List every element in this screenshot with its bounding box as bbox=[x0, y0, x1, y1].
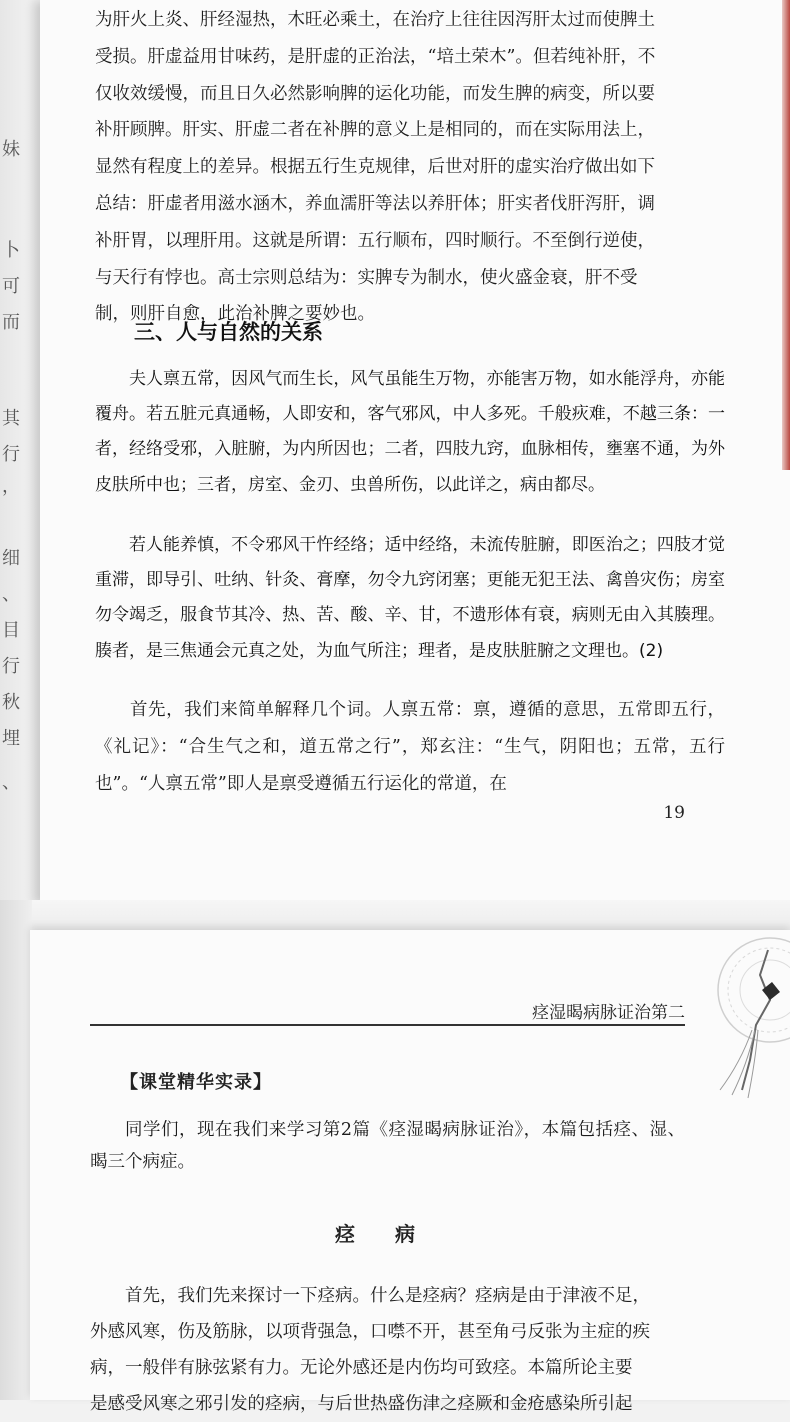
margin-char: 埋 bbox=[2, 728, 20, 749]
ornament-tassel-icon bbox=[690, 930, 790, 1100]
margin-char: 目 bbox=[2, 620, 20, 641]
text-line: 补肝胃，以理肝用。这就是所谓：五行顺布，四时顺行。不至倒行逆使， bbox=[95, 230, 655, 251]
text-line: 病，一般伴有脉弦紧有力。无论外感还是内伤均可致痉。本篇所论主要 bbox=[90, 1358, 633, 1378]
text-line: 仅收效缓慢，而且日久必然影响脾的运化功能，而发生脾的病变，所以要 bbox=[95, 83, 655, 104]
text-line: 首先，我们先来探讨一下痉病。什么是痉病？痉病是由于津液不足， bbox=[125, 1286, 650, 1306]
disease-title: 痉病 bbox=[335, 1222, 455, 1246]
text-line: 外感风寒，伤及筋脉，以项背强急，口噤不开，甚至角弓反张为主症的疾 bbox=[90, 1322, 650, 1342]
header-rule bbox=[90, 1024, 685, 1026]
text-line: 为肝火上炎、肝经湿热，木旺必乘土，在治疗上往往因泻肝太过而使脾土 bbox=[95, 10, 655, 30]
section-badge: 【课堂精华实录】 bbox=[120, 1072, 272, 1093]
explanation-paragraph: 首先，我们来简单解释几个词。人禀五常：禀，遵循的意思，五常即五行，《礼记》：“合生气之和，道五常之行”，郑玄注：“生气，阴阳也；五常，五行也”。“人禀五常”即人是禀受遵循五行运化的常道，在 bbox=[95, 700, 725, 794]
margin-char: 行 bbox=[2, 656, 20, 677]
book-page-19 bbox=[40, 0, 790, 905]
text-line: 总结：肝虚者用滋水涵木，养血濡肝等法以养肝体；肝实者伐肝泻肝，调 bbox=[95, 193, 655, 214]
paragraph-liver-spleen bbox=[95, 2, 725, 333]
text-line: 与天行有悖也。高士宗则总结为：实脾专为制水，使火盛金衰，肝不受 bbox=[95, 267, 638, 288]
left-page-sliver bbox=[0, 0, 40, 900]
text-line: 补肝顾脾。肝实、肝虚二者在补脾的意义上是相同的，而在实际用法上， bbox=[95, 120, 655, 141]
classic-quote-paragraph-2: 若人能养慎，不令邪风干忤经络；适中经络，未流传脏腑，即医治之；四肢才觉重滞，即导引、吐纳、针灸、膏摩，勿令九窍闭塞；更能无犯王法、禽兽灾伤；房室勿令竭乏，服食节其冷、热、苦、酸、辛、甘，不遗形体有衰，病则无由入其腠理。腠者，是三焦通会元真之处，为血气所注；理者，是皮肤脏腑之文理也。(2) bbox=[95, 535, 725, 661]
section-heading: 三、人与自然的关系 bbox=[134, 320, 323, 344]
page-number: 19 bbox=[663, 803, 685, 823]
margin-char: 可 bbox=[2, 276, 20, 297]
margin-char: 秋 bbox=[2, 692, 20, 713]
text-line: 是感受风寒之邪引发的痉病，与后世热盛伤津之痉厥和金疮感染所引起 bbox=[90, 1394, 633, 1414]
text-line: 受损。肝虚益用甘味药，是肝虚的正治法，“培土荣木”。但若纯补肝，不 bbox=[95, 46, 656, 67]
margin-char: 、 bbox=[2, 772, 20, 793]
margin-char: 而 bbox=[2, 312, 20, 333]
margin-char: 卜 bbox=[2, 240, 20, 261]
margin-char: 、 bbox=[2, 584, 20, 605]
intro-paragraph: 同学们，现在我们来学习第2篇《痉湿暍病脉证治》，本篇包括痉、湿、暍三个病症。 bbox=[90, 1120, 685, 1172]
running-head: 痉湿暍病脉证治第二 bbox=[532, 1003, 685, 1023]
disease-paragraph bbox=[90, 1278, 685, 1422]
classic-quote-paragraph-1: 夫人禀五常，因风气而生长，风气虽能生万物，亦能害万物，如水能浮舟，亦能覆舟。若五脏元真通畅，人即安和，客气邪风，中人多死。千般疢难，不越三条：一者，经络受邪，入脏腑，为内所因也；二者，四肢九窍，血脉相传，壅塞不通，为外皮肤所中也；三者，房室、金刃、虫兽所伤，以此详之，病由都尽。 bbox=[95, 369, 725, 495]
margin-char: ， bbox=[2, 476, 20, 497]
page-edge-stripe bbox=[782, 0, 790, 470]
margin-char: 其 bbox=[2, 408, 20, 429]
margin-char: 细 bbox=[2, 548, 20, 569]
page-binding-shadow bbox=[0, 900, 32, 1400]
page-gap bbox=[0, 900, 790, 932]
margin-char: 行 bbox=[2, 444, 20, 465]
text-line: 显然有程度上的差异。根据五行生克规律，后世对肝的虚实治疗做出如下 bbox=[95, 157, 655, 178]
margin-char: 妹 bbox=[2, 139, 20, 160]
text-line: 制，则肝自愈，此治补脾之要妙也。 bbox=[95, 304, 375, 325]
